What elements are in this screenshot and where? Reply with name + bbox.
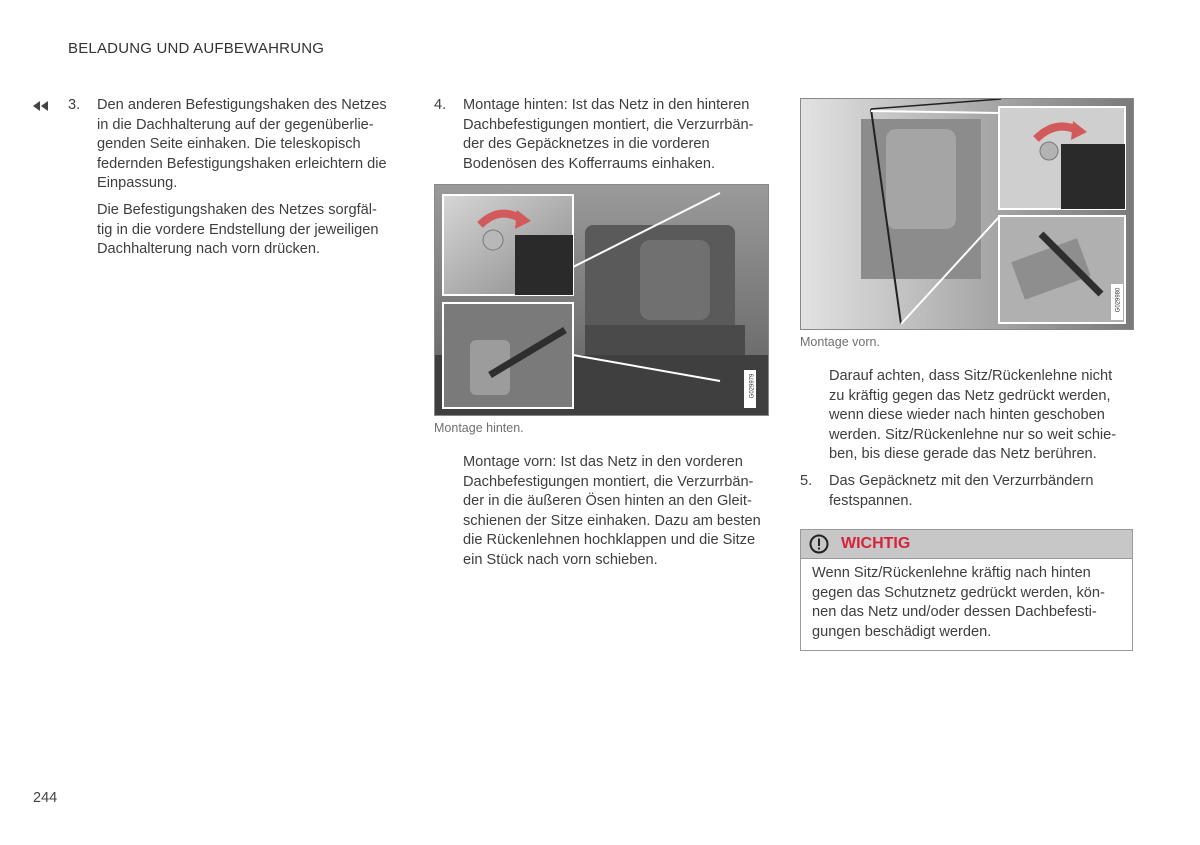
text-line: Montage hinten: Ist das Netz in den hinteren: [463, 97, 750, 113]
cargo-net-front-illustration: [801, 99, 1133, 329]
text-line: nen das Netz und/oder dessen Dachbefesti-: [812, 604, 1097, 621]
text-line: Wenn Sitz/Rückenlehne kräftig nach hinten: [812, 565, 1091, 581]
cargo-net-rear-illustration: [435, 185, 768, 415]
step-4: [434, 96, 774, 174]
figure-code: G029980: [1115, 287, 1122, 313]
front-mounting-text: [463, 453, 783, 571]
text-line: zu kräftig gegen das Netz gedrückt werden,: [829, 387, 1111, 404]
figure-code: G029979: [749, 373, 756, 399]
text-line: Dachbefestigungen montiert, die Verzurrbän-: [463, 473, 754, 490]
warning-title: WICHTIG: [841, 535, 911, 552]
step-3: [68, 96, 408, 194]
text-line: federnden Befestigungshaken erleichtern die: [97, 155, 387, 172]
text-line: Dachbefestigungen montiert, die Verzurrbän-: [463, 116, 754, 133]
text-line: wenn diese wieder nach hinten geschoben: [829, 407, 1105, 424]
text-line: Den anderen Befestigungshaken des Netzes: [97, 97, 387, 113]
text-line: in die Dachhalterung auf der gegenüberlie-: [97, 116, 374, 133]
exclamation-circle-icon: [809, 534, 829, 559]
text-line: Darauf achten, dass Sitz/Rückenlehne nicht: [829, 368, 1113, 384]
text-line: tig in die vordere Endstellung der jeweiligen: [97, 221, 379, 238]
text-line: ben, bis diese gerade das Netz berühren.: [829, 446, 1097, 463]
text-line: der des Gepäcknetzes in die vorderen: [463, 136, 710, 153]
front-note-text: [829, 367, 1149, 465]
page-number: 244: [33, 790, 58, 806]
step-number: 4.: [434, 97, 447, 113]
text-line: Das Gepäcknetz mit den Verzurrbändern: [829, 473, 1094, 489]
text-line: Dachhalterung nach vorn drücken.: [97, 241, 321, 258]
figure-front-mounting: [800, 98, 1134, 330]
page-header-title: BELADUNG UND AUFBEWAHRUNG: [68, 40, 325, 57]
text-line: genden Seite einhaken. Die teleskopisch: [97, 136, 361, 153]
text-line: Einpassung.: [97, 175, 178, 192]
text-line: gungen beschädigt werden.: [812, 623, 992, 640]
text-line: schienen der Sitze einhaken. Dazu am besten: [463, 512, 761, 529]
warning-text: [801, 559, 1132, 650]
text-line: ein Stück nach vorn schieben.: [463, 551, 658, 568]
text-line: werden. Sitz/Rückenlehne nur so weit schie-: [829, 426, 1117, 443]
text-line: Bodenösen des Kofferraums einhaken.: [463, 155, 716, 172]
text-line: die Rückenlehnen hochklappen und die Sitze: [463, 532, 756, 549]
step-number: 3.: [68, 97, 81, 113]
text-line: der in die äußeren Ösen hinten an den Gleit-: [463, 493, 752, 510]
step-3-note: [97, 201, 407, 260]
warning-header: [801, 530, 1132, 559]
warning-box: [800, 529, 1133, 651]
figure-caption: Montage hinten.: [434, 421, 524, 435]
text-line: Montage vorn: Ist das Netz in den vorderen: [463, 454, 743, 470]
step-number: 5.: [800, 473, 813, 489]
figure-rear-mounting: [434, 184, 769, 416]
figure-caption: Montage vorn.: [800, 335, 880, 349]
text-line: gegen das Schutznetz gedrückt werden, kön-: [812, 584, 1105, 601]
step-5: [800, 472, 1140, 511]
text-line: Die Befestigungshaken des Netzes sorgfäl-: [97, 202, 377, 218]
double-left-triangle-icon[interactable]: [33, 98, 49, 114]
text-line: festspannen.: [829, 492, 913, 509]
